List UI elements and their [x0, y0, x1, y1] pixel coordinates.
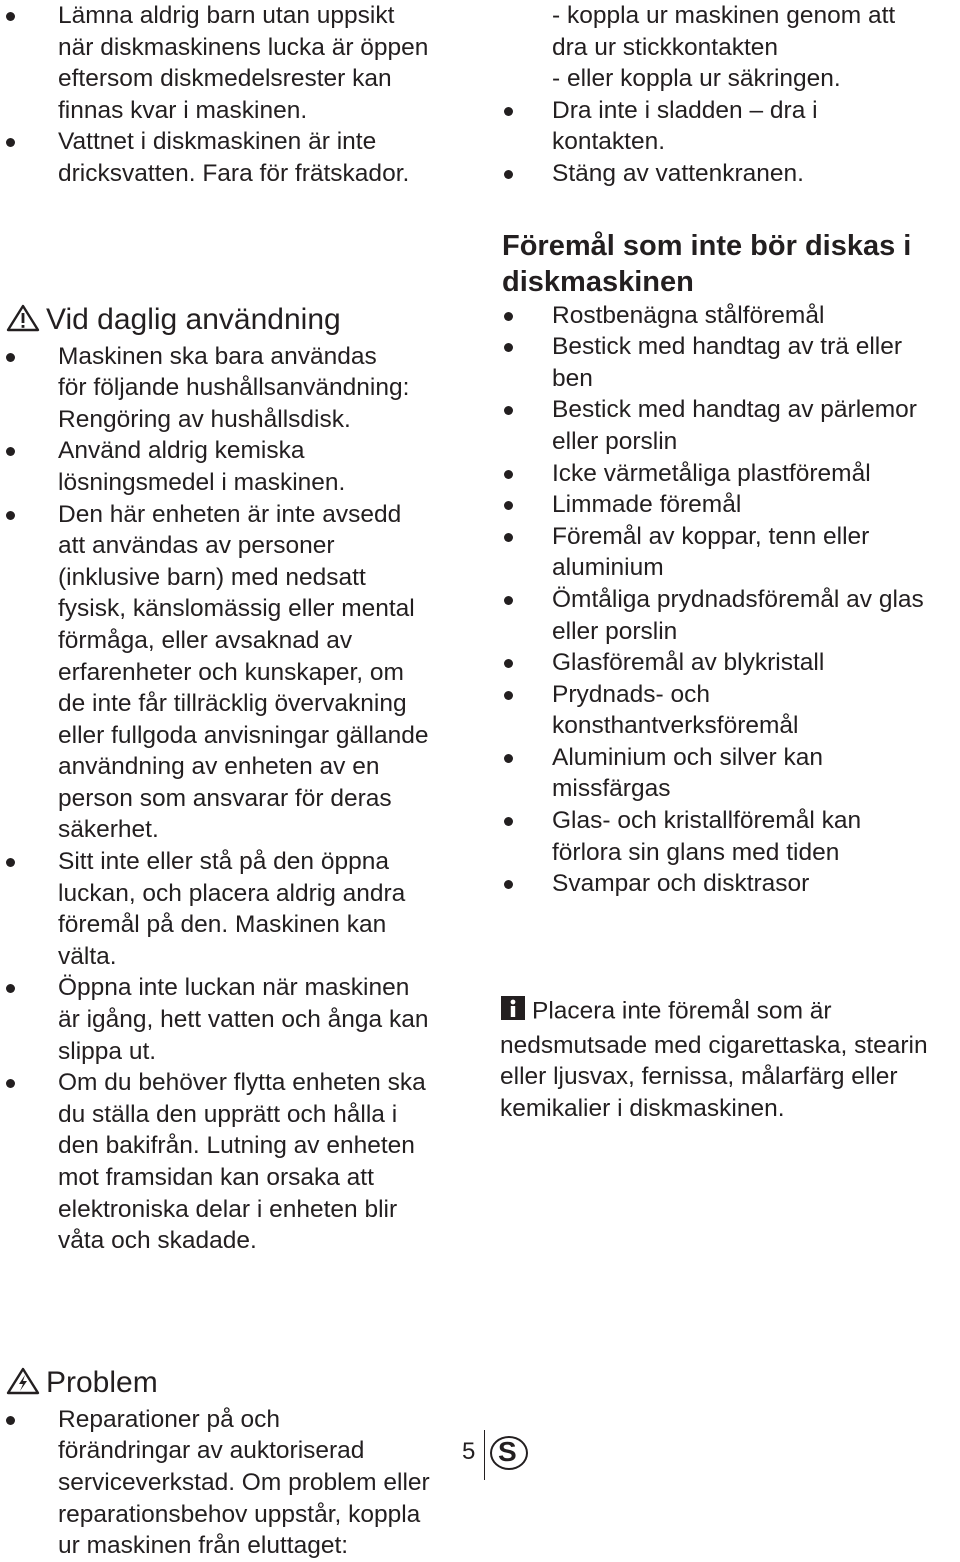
footer-divider [484, 1430, 485, 1480]
daily-use-heading [0, 232, 470, 341]
list-item [498, 158, 960, 190]
problem-heading-text: Problem [46, 1365, 158, 1399]
list-item [498, 331, 960, 394]
bullet [6, 138, 15, 147]
bullet [504, 406, 513, 415]
page-number: 5 [462, 1438, 476, 1465]
bullet [504, 817, 513, 826]
list-item-text: Lämna aldrig barn utan uppsikt när diskmaskinens lucka är öppen eftersom diskmedelsrester kan finnas kvar i maskinen. [58, 2, 429, 124]
page-footer [0, 1430, 960, 1484]
list-item [0, 1067, 470, 1257]
daily-use-heading-text: Vid daglig användning [46, 302, 341, 336]
bullet [6, 353, 15, 362]
list-item-text: Bestick med handtag av pärlemor eller porslin [552, 396, 917, 455]
list-item-text: Ömtåliga prydnadsföremål av glas eller porslin [552, 585, 924, 645]
bullet [6, 511, 15, 520]
list-item-text: Icke värmetåliga plastföremål [552, 459, 871, 487]
list-item [498, 95, 960, 158]
bullet [504, 170, 513, 179]
bullet [504, 107, 513, 116]
warning-triangle-icon [6, 268, 40, 341]
list-item-text: Vattnet i diskmaskinen är inte dricksvatten. Fara för frätskador. [58, 128, 410, 187]
left-column [0, 0, 470, 1562]
bullet [504, 659, 513, 668]
list-item [498, 489, 960, 521]
list-item-text: Svampar och disktrasor [552, 870, 810, 898]
bullet [6, 984, 15, 993]
bullet [504, 312, 513, 321]
list-item-text: Öppna inte luckan när maskinen är igång, hett vatten och ånga kan slippa ut. [58, 974, 429, 1065]
list-item-text: Sitt inte eller stå på den öppna luckan, och placera aldrig andra föremål på den. Maskinen kan välta. [58, 848, 406, 970]
continued-lines: - koppla ur maskinen genom att dra ur stickkontakten - eller koppla ur säkringen. [552, 2, 896, 93]
bullet [504, 533, 513, 542]
list-item [498, 805, 960, 868]
list-item-text: Dra inte i sladden – dra i kontakten. [552, 96, 818, 156]
list-item [0, 846, 470, 972]
list-item [498, 742, 960, 805]
list-item [0, 435, 470, 498]
list-item-text: Limmade föremål [552, 491, 742, 519]
list-item-text: Den här enheten är inte avsedd att användas av personer (inklusive barn) med nedsatt fysisk, känslomässig eller mental förmåga, eller avsaknad av erfarenheter och kunskaper, om de inte får tillräcklig övervakning eller fullgoda anvisningar gällande användning av enheten av en person som ansvarar för deras säkerhet. [58, 500, 429, 844]
list-item [498, 679, 960, 742]
daily-use-list [0, 341, 470, 1257]
list-item [498, 300, 960, 332]
bullet [504, 501, 513, 510]
list-item [498, 458, 960, 490]
list-item [0, 126, 470, 189]
list-item [498, 647, 960, 679]
intro-list [0, 0, 470, 190]
list-item [498, 521, 960, 584]
bullet [504, 880, 513, 889]
bullet [6, 1079, 15, 1088]
list-item-text: Glasföremål av blykristall [552, 649, 825, 677]
list-item-text: Bestick med handtag av trä eller ben [552, 333, 902, 392]
bullet [6, 12, 15, 21]
list-item-text: Glas- och kristallföremål kan förlora sin glans med tiden [552, 807, 862, 866]
list-item-text: Om du behöver flytta enheten ska du ställa den upprätt och hålla i den bakifrån. Lutning av enheten mot framsidan kan orsaka att elektroniska delar i enheten blir våta och skadade. [58, 1069, 426, 1255]
right-column [498, 0, 960, 1124]
language-code: S [498, 1436, 517, 1467]
list-item [0, 0, 470, 126]
list-item [498, 868, 960, 900]
not-dishwasher-heading: Föremål som inte bör diskas i diskmaskinen [502, 229, 912, 298]
bullet [6, 447, 15, 456]
list-item-text: Maskinen ska bara användas för följande hushållsanvändning: Rengöring av hushållsdisk. [58, 342, 410, 433]
list-item-text: Stäng av vattenkranen. [552, 159, 804, 187]
list-item-text: Reparationer på och förändringar av auktoriserad serviceverkstad. Om problem eller reparationsbehov uppstår, koppla ur maskinen från eluttaget: [58, 1405, 430, 1560]
list-item [0, 499, 470, 847]
bullet [6, 1416, 15, 1425]
bullet [504, 343, 513, 352]
bullet [504, 470, 513, 479]
bullet [504, 754, 513, 763]
bullet [504, 691, 513, 700]
list-item [498, 394, 960, 457]
list-item-text: Använd aldrig kemiska lösningsmedel i maskinen. [58, 437, 346, 496]
list-item-text: Prydnads- och konsthantverksföremål [552, 680, 799, 740]
info-note-text: Placera inte föremål som är nedsmutsade med cigarettaska, stearin eller ljusvax, fernissa, målarfärg eller kemikalier i diskmaskinen. [500, 998, 928, 1122]
info-note [498, 932, 960, 1125]
bullet [504, 596, 513, 605]
problem-heading [0, 1295, 470, 1404]
info-icon [500, 963, 526, 1029]
not-dishwasher-list [498, 300, 960, 900]
list-item [498, 584, 960, 647]
bullet [6, 858, 15, 867]
electric-warning-icon [6, 1331, 40, 1404]
continued-list [498, 95, 960, 190]
list-item-text: Aluminium och silver kan missfärgas [552, 743, 823, 803]
list-item [0, 341, 470, 436]
list-item [0, 972, 470, 1067]
list-item-text: Föremål av koppar, tenn eller aluminium [552, 522, 870, 582]
list-item-text: Rostbenägna stålföremål [552, 301, 825, 329]
